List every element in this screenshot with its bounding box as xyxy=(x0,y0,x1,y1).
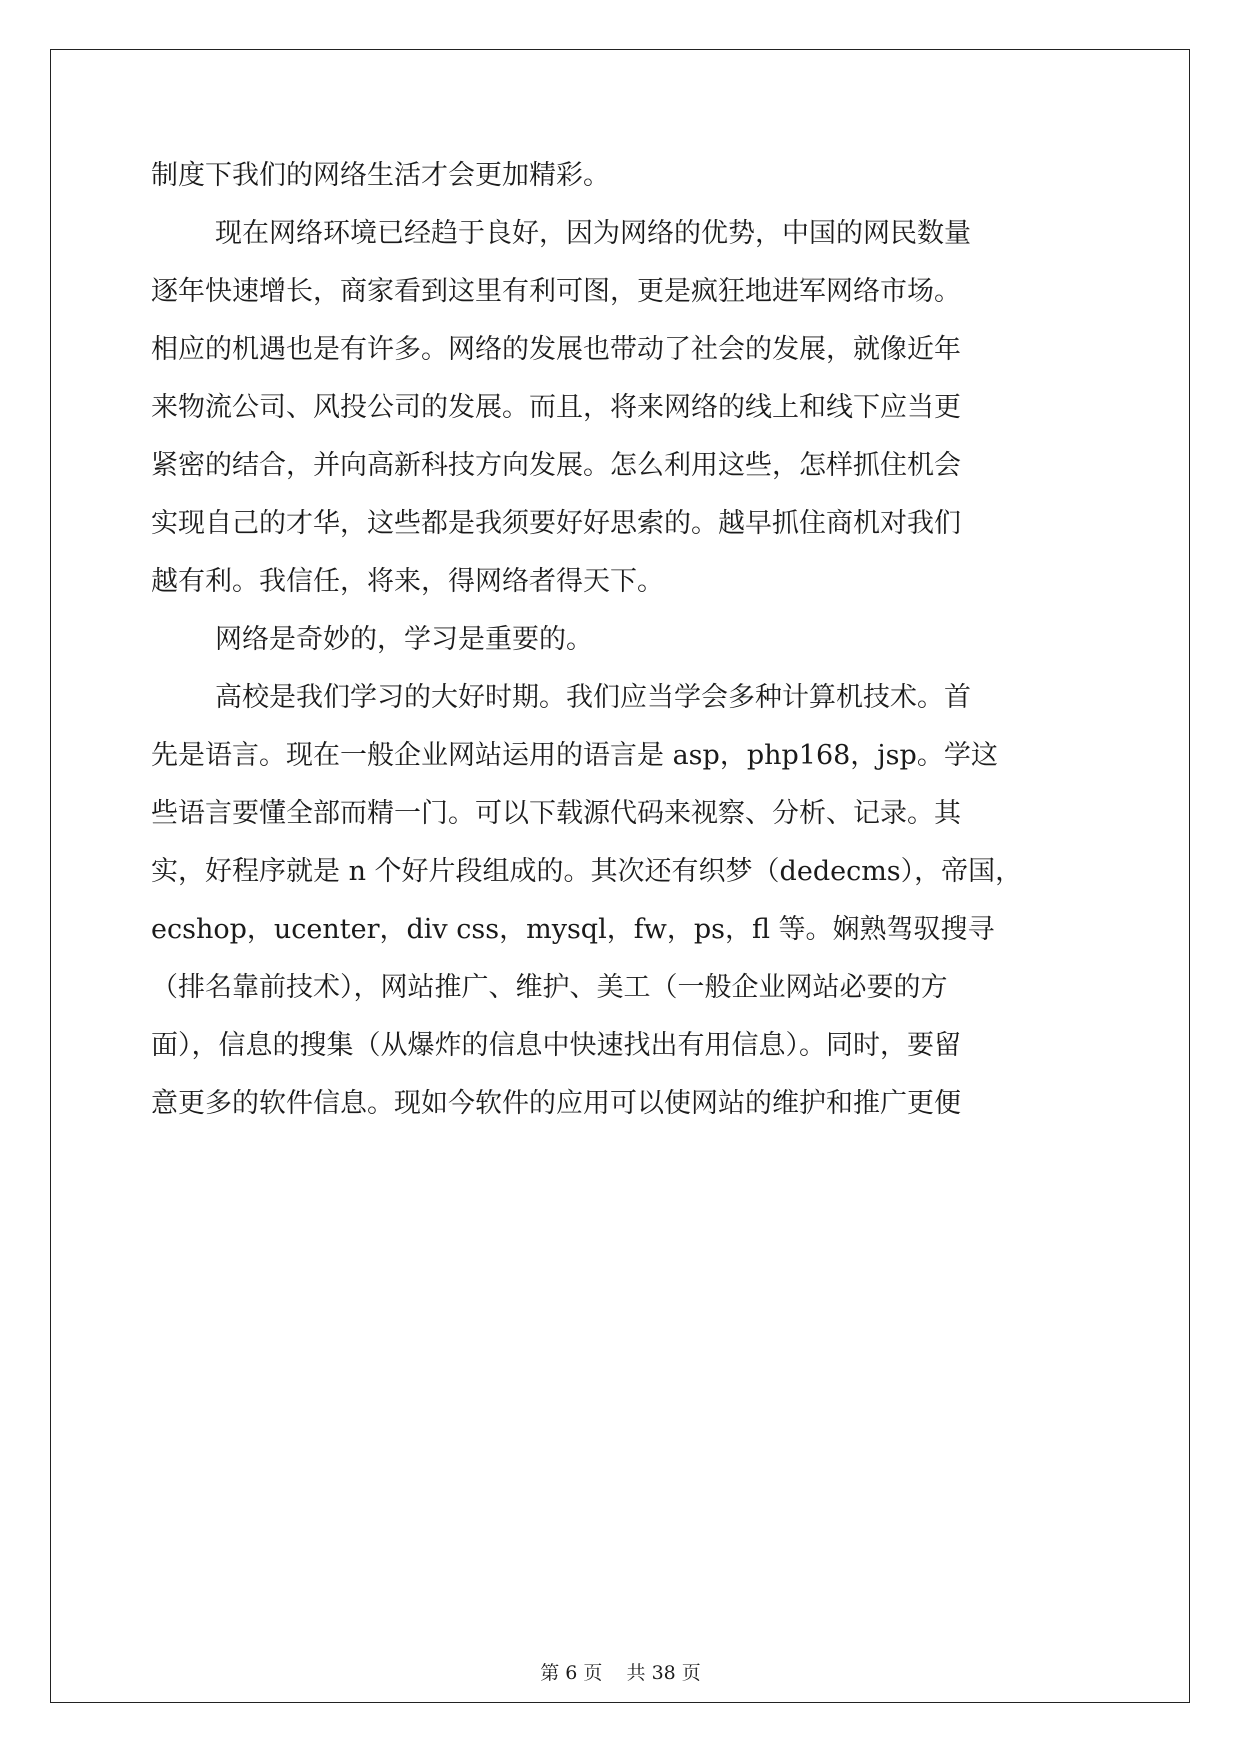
text-line: 制度下我们的网络生活才会更加精彩。 xyxy=(151,160,610,191)
text-line: 相应的机遇也是有许多。网络的发展也带动了社会的发展，就像近年 xyxy=(151,334,961,365)
footer-spacer xyxy=(602,1662,626,1684)
text-line: 网络是奇妙的，学习是重要的。 xyxy=(215,624,593,655)
page-footer xyxy=(0,1658,1241,1685)
text-line: 高校是我们学习的大好时期。我们应当学会多种计算机技术。首 xyxy=(215,682,971,713)
document-body xyxy=(151,160,1093,1146)
page-number: 第 6 页 xyxy=(540,1662,603,1684)
text-line: 意更多的软件信息。现如今软件的应用可以使网站的维护和推广更便 xyxy=(151,1088,961,1119)
text-line: 现在网络环境已经趋于良好，因为网络的优势，中国的网民数量 xyxy=(215,218,971,249)
text-line: ecshop，ucenter，div css，mysql，fw，ps，fl 等。娴熟驾驭搜寻 xyxy=(151,914,995,945)
text-line: 面），信息的搜集（从爆炸的信息中快速找出有用信息）。同时，要留 xyxy=(151,1030,961,1061)
text-line: 越有利。我信任，将来，得网络者得天下。 xyxy=(151,566,664,597)
page-total: 共 38 页 xyxy=(626,1662,701,1684)
text-line: 紧密的结合，并向高新科技方向发展。怎么利用这些，怎样抓住机会 xyxy=(151,450,961,481)
text-line: 先是语言。现在一般企业网站运用的语言是 asp，php168，jsp。学这 xyxy=(151,740,998,771)
text-line: （排名靠前技术），网站推广、维护、美工（一般企业网站必要的方 xyxy=(151,972,948,1003)
text-line: 逐年快速增长，商家看到这里有利可图，更是疯狂地进军网络市场。 xyxy=(151,276,961,307)
text-line: 实，好程序就是 n 个好片段组成的。其次还有织梦（dedecms），帝国， xyxy=(151,856,1023,887)
text-line: 实现自己的才华，这些都是我须要好好思索的。越早抓住商机对我们 xyxy=(151,508,961,539)
text-line: 些语言要懂全部而精一门。可以下载源代码来视察、分析、记录。其 xyxy=(151,798,961,829)
text-line: 来物流公司、风投公司的发展。而且，将来网络的线上和线下应当更 xyxy=(151,392,961,423)
